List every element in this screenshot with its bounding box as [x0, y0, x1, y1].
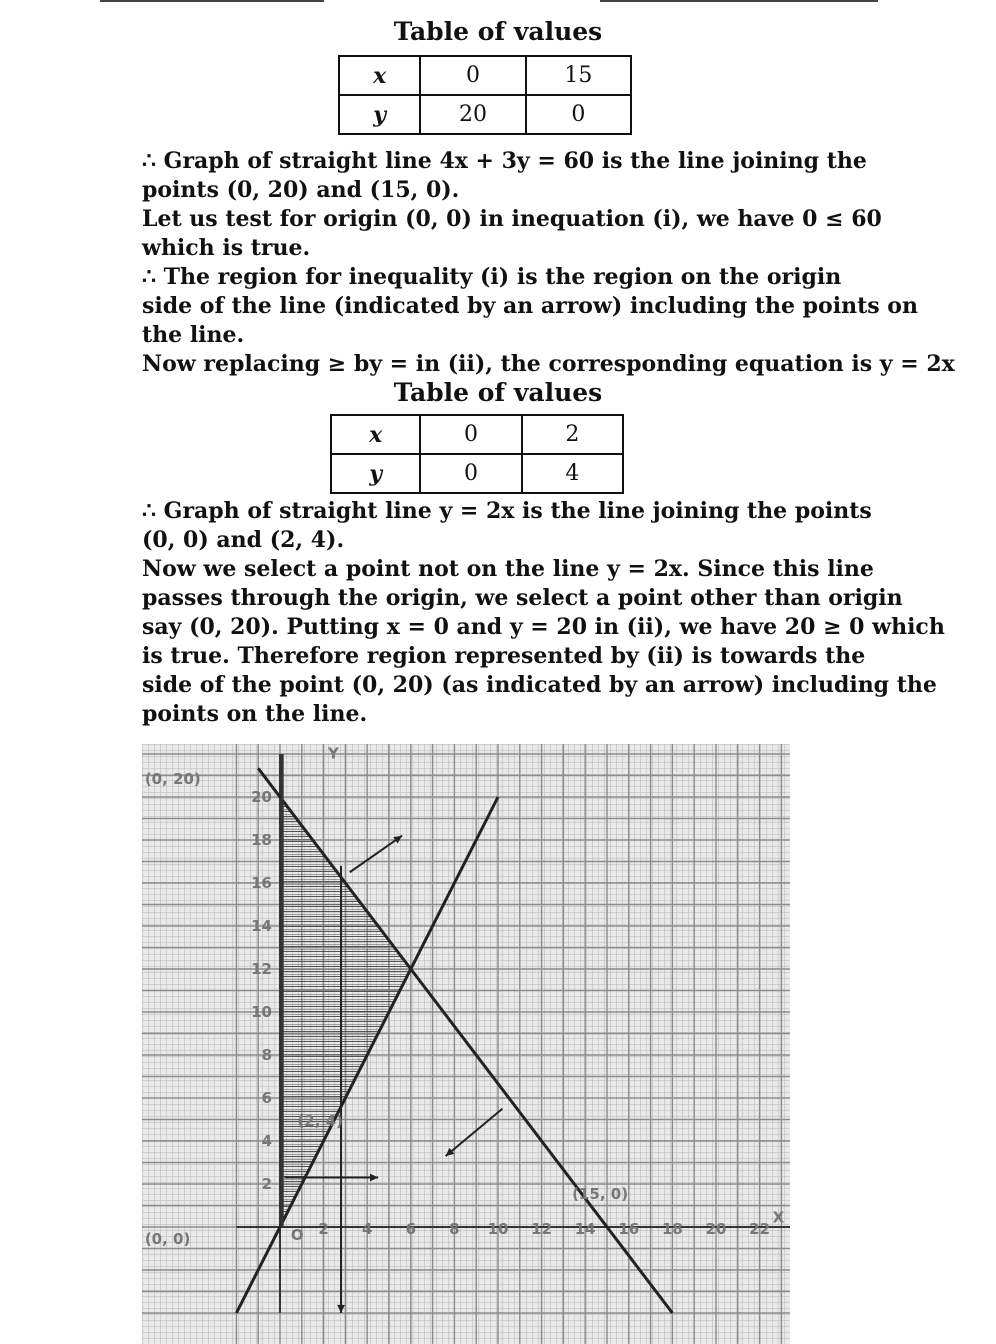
table2-cell: 0 — [420, 454, 521, 493]
table2-row-x — [331, 415, 623, 454]
top-rule-right — [600, 0, 878, 2]
table1 — [338, 55, 632, 135]
table1-cell: 20 — [420, 95, 525, 134]
x-tick-label: 6 — [405, 1220, 417, 1238]
table2-cell: 4 — [522, 454, 623, 493]
y-tick-label: 14 — [251, 917, 272, 935]
text-line: side of the line (indicated by an arrow) including the points on — [142, 293, 918, 319]
paragraph2 — [142, 497, 945, 729]
y-tick-label: 12 — [251, 960, 272, 978]
paragraph1 — [142, 147, 955, 379]
x-tick-label: 20 — [705, 1220, 727, 1238]
y-tick-label: 4 — [261, 1132, 272, 1150]
annotation-label: (0, 20) — [144, 770, 201, 789]
annotation-label: Y — [327, 744, 339, 763]
text-line: points on the line. — [142, 701, 368, 727]
table1-x-label: x — [339, 56, 420, 95]
x-tick-label: 2 — [318, 1220, 329, 1238]
table2-cell: 2 — [522, 415, 623, 454]
annotation-label: (15, 0) — [572, 1185, 629, 1204]
table1-row-x — [339, 56, 631, 95]
table2-title: Table of values — [393, 378, 603, 407]
x-tick-label: 16 — [618, 1220, 640, 1238]
y-tick-label: 18 — [251, 831, 272, 849]
table2-x-label: x — [331, 415, 420, 454]
y-tick-label: 20 — [251, 788, 272, 806]
top-rule-left — [100, 0, 324, 2]
text-line: ∴ Graph of straight line 4x + 3y = 60 is the line joining the — [142, 148, 867, 174]
text-line: side of the point (0, 20) (as indicated by an arrow) including the — [142, 672, 937, 698]
text-line: the line. — [142, 322, 245, 348]
annotation-label: X — [772, 1208, 785, 1227]
text-line: Now replacing ≥ by = in (ii), the corresponding equation is y = 2x — [142, 351, 955, 377]
table1-cell: 15 — [526, 56, 631, 95]
y-tick-label: 6 — [261, 1089, 272, 1107]
x-tick-label: 14 — [574, 1220, 596, 1238]
table1-row-y — [339, 95, 631, 134]
graph-panel — [142, 744, 790, 1344]
text-line: ∴ Graph of straight line y = 2x is the line joining the points — [142, 498, 872, 524]
y-tick-label: 10 — [251, 1003, 272, 1021]
annotation-label: O — [290, 1225, 304, 1244]
x-tick-label: 4 — [361, 1220, 373, 1238]
y-tick-label: 8 — [261, 1046, 272, 1064]
text-line: points (0, 20) and (15, 0). — [142, 177, 460, 203]
table2-y-label: y — [331, 454, 420, 493]
table2-cell: 0 — [420, 415, 521, 454]
text-line: is true. Therefore region represented by (ii) is towards the — [142, 643, 866, 669]
x-tick-label: 18 — [661, 1220, 683, 1238]
text-line: which is true. — [142, 235, 311, 261]
x-tick-label: 22 — [749, 1220, 771, 1238]
text-line: passes through the origin, we select a point other than origin — [142, 585, 903, 611]
table2-row-y — [331, 454, 623, 493]
text-line: ∴ The region for inequality (i) is the region on the origin — [142, 264, 842, 290]
x-tick-label: 8 — [449, 1220, 460, 1238]
annotation-label: (0, 0) — [144, 1230, 191, 1249]
x-tick-label: 10 — [487, 1220, 509, 1238]
annotation-label: (2, 4) — [297, 1111, 343, 1130]
text-line: Let us test for origin (0, 0) in inequation (i), we have 0 ≤ 60 — [142, 206, 882, 232]
table1-cell: 0 — [526, 95, 631, 134]
text-line: say (0, 20). Putting x = 0 and y = 20 in (ii), we have 20 ≥ 0 which — [142, 614, 945, 640]
x-tick-label: 12 — [531, 1220, 553, 1238]
text-line: (0, 0) and (2, 4). — [142, 527, 345, 553]
table1-title: Table of values — [393, 17, 603, 46]
table1-y-label: y — [339, 95, 420, 134]
text-line: Now we select a point not on the line y = 2x. Since this line — [142, 556, 874, 582]
table1-cell: 0 — [420, 56, 525, 95]
graph-svg — [142, 744, 790, 1344]
table2 — [330, 414, 624, 494]
y-tick-label: 2 — [261, 1175, 272, 1193]
y-tick-label: 16 — [251, 874, 272, 892]
